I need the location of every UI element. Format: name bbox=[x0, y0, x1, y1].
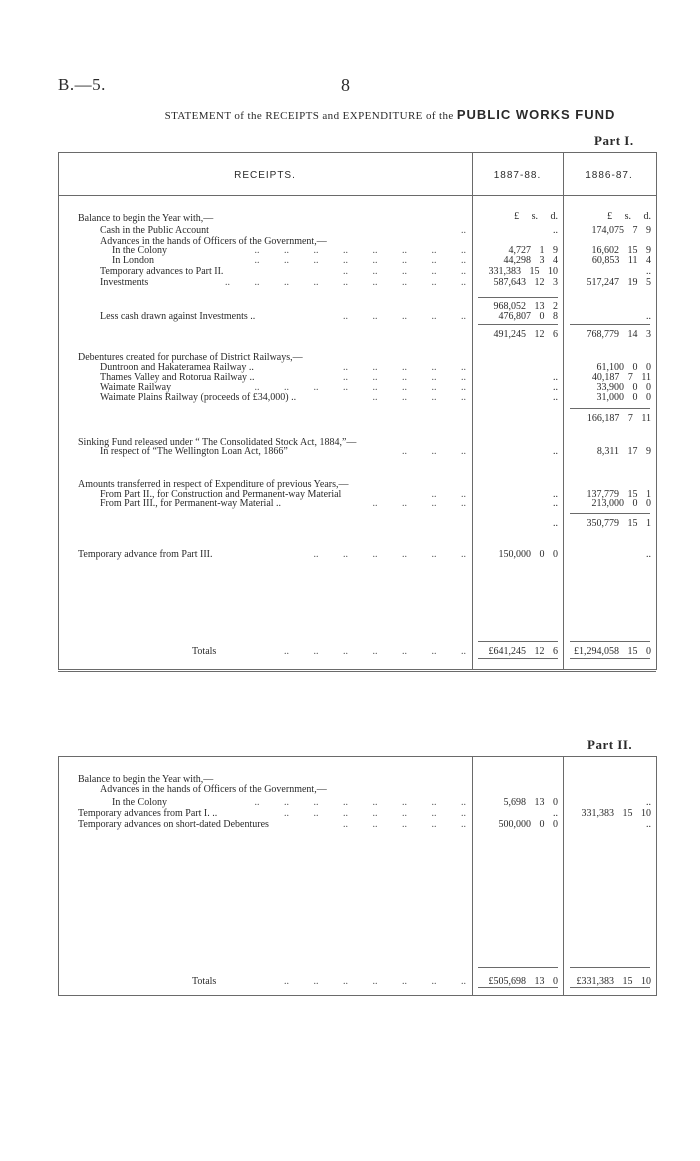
amount-1886: 768,779 14 3 bbox=[586, 329, 651, 340]
row-label: Duntroon and Hakateramea Railway .. bbox=[100, 362, 254, 373]
part-two-label: Part II. bbox=[587, 737, 633, 752]
amount-1886: 8,311 17 9 bbox=[596, 446, 651, 457]
total-1887: £641,245 12 6 bbox=[488, 646, 558, 657]
leader-dots: .. .. .. .. bbox=[372, 392, 466, 403]
row-label: Balance to begin the Year with,— bbox=[78, 774, 214, 785]
totals-double-rule bbox=[478, 658, 558, 659]
totals-rule bbox=[478, 967, 558, 968]
amount-1887: 150,000 0 0 bbox=[498, 549, 558, 560]
subtotal-rule bbox=[570, 513, 650, 514]
leader-dots: .. .. .. .. .. .. .. .. bbox=[254, 797, 466, 808]
amount-1887: 44,298 3 4 bbox=[503, 255, 558, 266]
leader-dots: .. .. .. .. .. bbox=[343, 362, 466, 373]
amount-1886: 33,900 0 0 bbox=[596, 382, 651, 393]
document-reference: B.—5. bbox=[58, 75, 106, 94]
amount-1887: .. bbox=[553, 225, 558, 236]
amount-1887: 4,727 1 9 bbox=[508, 245, 558, 256]
leader-dots: .. .. .. .. .. .. .. .. bbox=[254, 382, 466, 393]
row-label: From Part III., for Permanent-way Material .. bbox=[100, 498, 282, 509]
part-one-bottom-rule bbox=[58, 671, 656, 672]
subtotal-rule bbox=[570, 408, 650, 409]
statement-title-fund: PUBLIC WORKS FUND bbox=[456, 107, 616, 122]
total-1886: £331,383 15 10 bbox=[576, 976, 651, 987]
currency-header-1886: £ s. d. bbox=[607, 211, 651, 222]
row-label: Cash in the Public Account bbox=[100, 225, 209, 236]
amount-1887: .. bbox=[553, 446, 558, 457]
amount-1887: 476,807 0 8 bbox=[498, 311, 558, 322]
leader-dots: .. .. .. .. .. .. .. bbox=[284, 808, 466, 819]
amount-1886: 137,779 15 1 bbox=[586, 489, 651, 500]
amount-1886: 166,187 7 11 bbox=[586, 413, 651, 424]
row-label: Temporary advance from Part III. bbox=[78, 549, 213, 560]
subtotal-rule bbox=[478, 324, 558, 325]
amount-1886: .. bbox=[646, 549, 651, 560]
row-label: Advances in the hands of Officers of the Government,— bbox=[100, 236, 327, 247]
subtotal-rule bbox=[478, 297, 558, 298]
row-label: Thames Valley and Rotorua Railway .. bbox=[100, 372, 255, 383]
totals-label: Totals bbox=[192, 976, 217, 987]
amount-1886: 517,247 19 5 bbox=[586, 277, 651, 288]
amount-1887: 500,000 0 0 bbox=[498, 819, 558, 830]
amount-1887: .. bbox=[553, 382, 558, 393]
row-label: Waimate Railway bbox=[100, 382, 172, 393]
amount-1887: .. bbox=[553, 808, 558, 819]
currency-header-1887: £ s. d. bbox=[514, 211, 558, 222]
page-number: 8 bbox=[341, 75, 350, 95]
subtotal-rule bbox=[570, 324, 650, 325]
row-label: Waimate Plains Railway (proceeds of £34,000) .. bbox=[100, 392, 297, 403]
row-label: Sinking Fund released under “ The Consolidated Stock Act, 1884,”— bbox=[78, 437, 357, 448]
amount-1886: 174,075 7 9 bbox=[591, 225, 651, 236]
statement-title-prefix: STATEMENT of the RECEIPTS and EXPENDITURE of the bbox=[164, 110, 454, 122]
leader-dots: .. .. .. .. .. .. bbox=[313, 549, 466, 560]
amount-1886: 40,187 7 11 bbox=[591, 372, 651, 383]
amount-1887: .. bbox=[553, 489, 558, 500]
part-two-divider-a bbox=[472, 756, 473, 995]
amount-1886: .. bbox=[646, 797, 651, 808]
row-label: Amounts transferred in respect of Expenditure of previous Years,— bbox=[78, 479, 349, 490]
leader-dots: .. .. .. .. .. .. .. bbox=[284, 646, 466, 657]
amount-1887: 587,643 12 3 bbox=[493, 277, 558, 288]
amount-1886: .. bbox=[646, 266, 651, 277]
amount-1887: 968,052 13 2 bbox=[493, 301, 558, 312]
row-label: Balance to begin the Year with,— bbox=[78, 213, 214, 224]
totals-rule bbox=[478, 641, 558, 642]
row-label: In respect of “The Wellington Loan Act, 1866” bbox=[100, 446, 288, 457]
totals-double-rule bbox=[570, 658, 650, 659]
year-1887-column-header: 1887-88. bbox=[493, 170, 542, 181]
row-label: Temporary advances to Part II. bbox=[100, 266, 224, 277]
leader-dots: .. .. .. .. .. .. .. .. bbox=[254, 245, 466, 256]
leader-dots: .. .. .. .. .. bbox=[343, 311, 466, 322]
statement-title bbox=[120, 107, 660, 122]
amount-1886: 16,602 15 9 bbox=[591, 245, 651, 256]
amount-1886: .. bbox=[646, 311, 651, 322]
amount-1886: .. bbox=[646, 819, 651, 830]
amount-1887: .. bbox=[553, 392, 558, 403]
amount-1887: 5,698 13 0 bbox=[503, 797, 558, 808]
totals-rule bbox=[570, 641, 650, 642]
part-one-divider-a bbox=[472, 152, 473, 669]
row-label: Temporary advances from Part I. .. bbox=[78, 808, 218, 819]
receipts-column-header: RECEIPTS. bbox=[234, 170, 296, 181]
leader-dots: .. .. bbox=[431, 489, 466, 500]
amount-1886: 350,779 15 1 bbox=[586, 518, 651, 529]
amount-1886: 331,383 15 10 bbox=[581, 808, 651, 819]
part-two-divider-b bbox=[563, 756, 564, 995]
leader-dots: .. .. .. .. .. bbox=[343, 819, 466, 830]
leader-dots: .. bbox=[461, 225, 466, 236]
amount-1886: 31,000 0 0 bbox=[596, 392, 651, 403]
year-1886-column-header: 1886-87. bbox=[585, 170, 633, 181]
leader-dots: .. .. .. .. .. bbox=[343, 266, 466, 277]
row-label: Advances in the hands of Officers of the Government,— bbox=[100, 784, 327, 795]
total-1886: £1,294,058 15 0 bbox=[574, 646, 651, 657]
amount-1887: .. bbox=[553, 372, 558, 383]
part-one-header-rule bbox=[58, 195, 656, 196]
row-label: Less cash drawn against Investments .. bbox=[100, 311, 256, 322]
row-label: Investments bbox=[100, 277, 149, 288]
amount-1886: 213,000 0 0 bbox=[591, 498, 651, 509]
part-one-label: Part I. bbox=[594, 133, 634, 148]
amount-1886: 61,100 0 0 bbox=[596, 362, 651, 373]
row-label: From Part II., for Construction and Permanent-way Material bbox=[100, 489, 342, 500]
part-one-divider-b bbox=[563, 152, 564, 669]
leader-dots: .. .. .. .. .. .. .. bbox=[284, 976, 466, 987]
total-1887: £505,698 13 0 bbox=[488, 976, 558, 987]
amount-1886: 60,853 11 4 bbox=[591, 255, 651, 266]
leader-dots: .. .. .. .. .. .. .. .. .. bbox=[225, 277, 466, 288]
row-label: In the Colony bbox=[112, 245, 167, 256]
leader-dots: .. .. .. .. .. .. .. .. bbox=[254, 255, 466, 266]
leader-dots: .. .. .. bbox=[402, 446, 466, 457]
row-label: In London bbox=[112, 255, 154, 266]
amount-1887: 331,383 15 10 bbox=[488, 266, 558, 277]
amount-1887: 491,245 12 6 bbox=[493, 329, 558, 340]
row-label: Debentures created for purchase of District Railways,— bbox=[78, 352, 303, 363]
totals-rule bbox=[570, 967, 650, 968]
totals-label: Totals bbox=[192, 646, 217, 657]
amount-1887: .. bbox=[553, 498, 558, 509]
row-label: In the Colony bbox=[112, 797, 167, 808]
leader-dots: .. .. .. .. bbox=[372, 498, 466, 509]
amount-1887: .. bbox=[553, 518, 558, 529]
leader-dots: .. .. .. .. .. bbox=[343, 372, 466, 383]
row-label: Temporary advances on short-dated Debentures bbox=[78, 819, 269, 830]
